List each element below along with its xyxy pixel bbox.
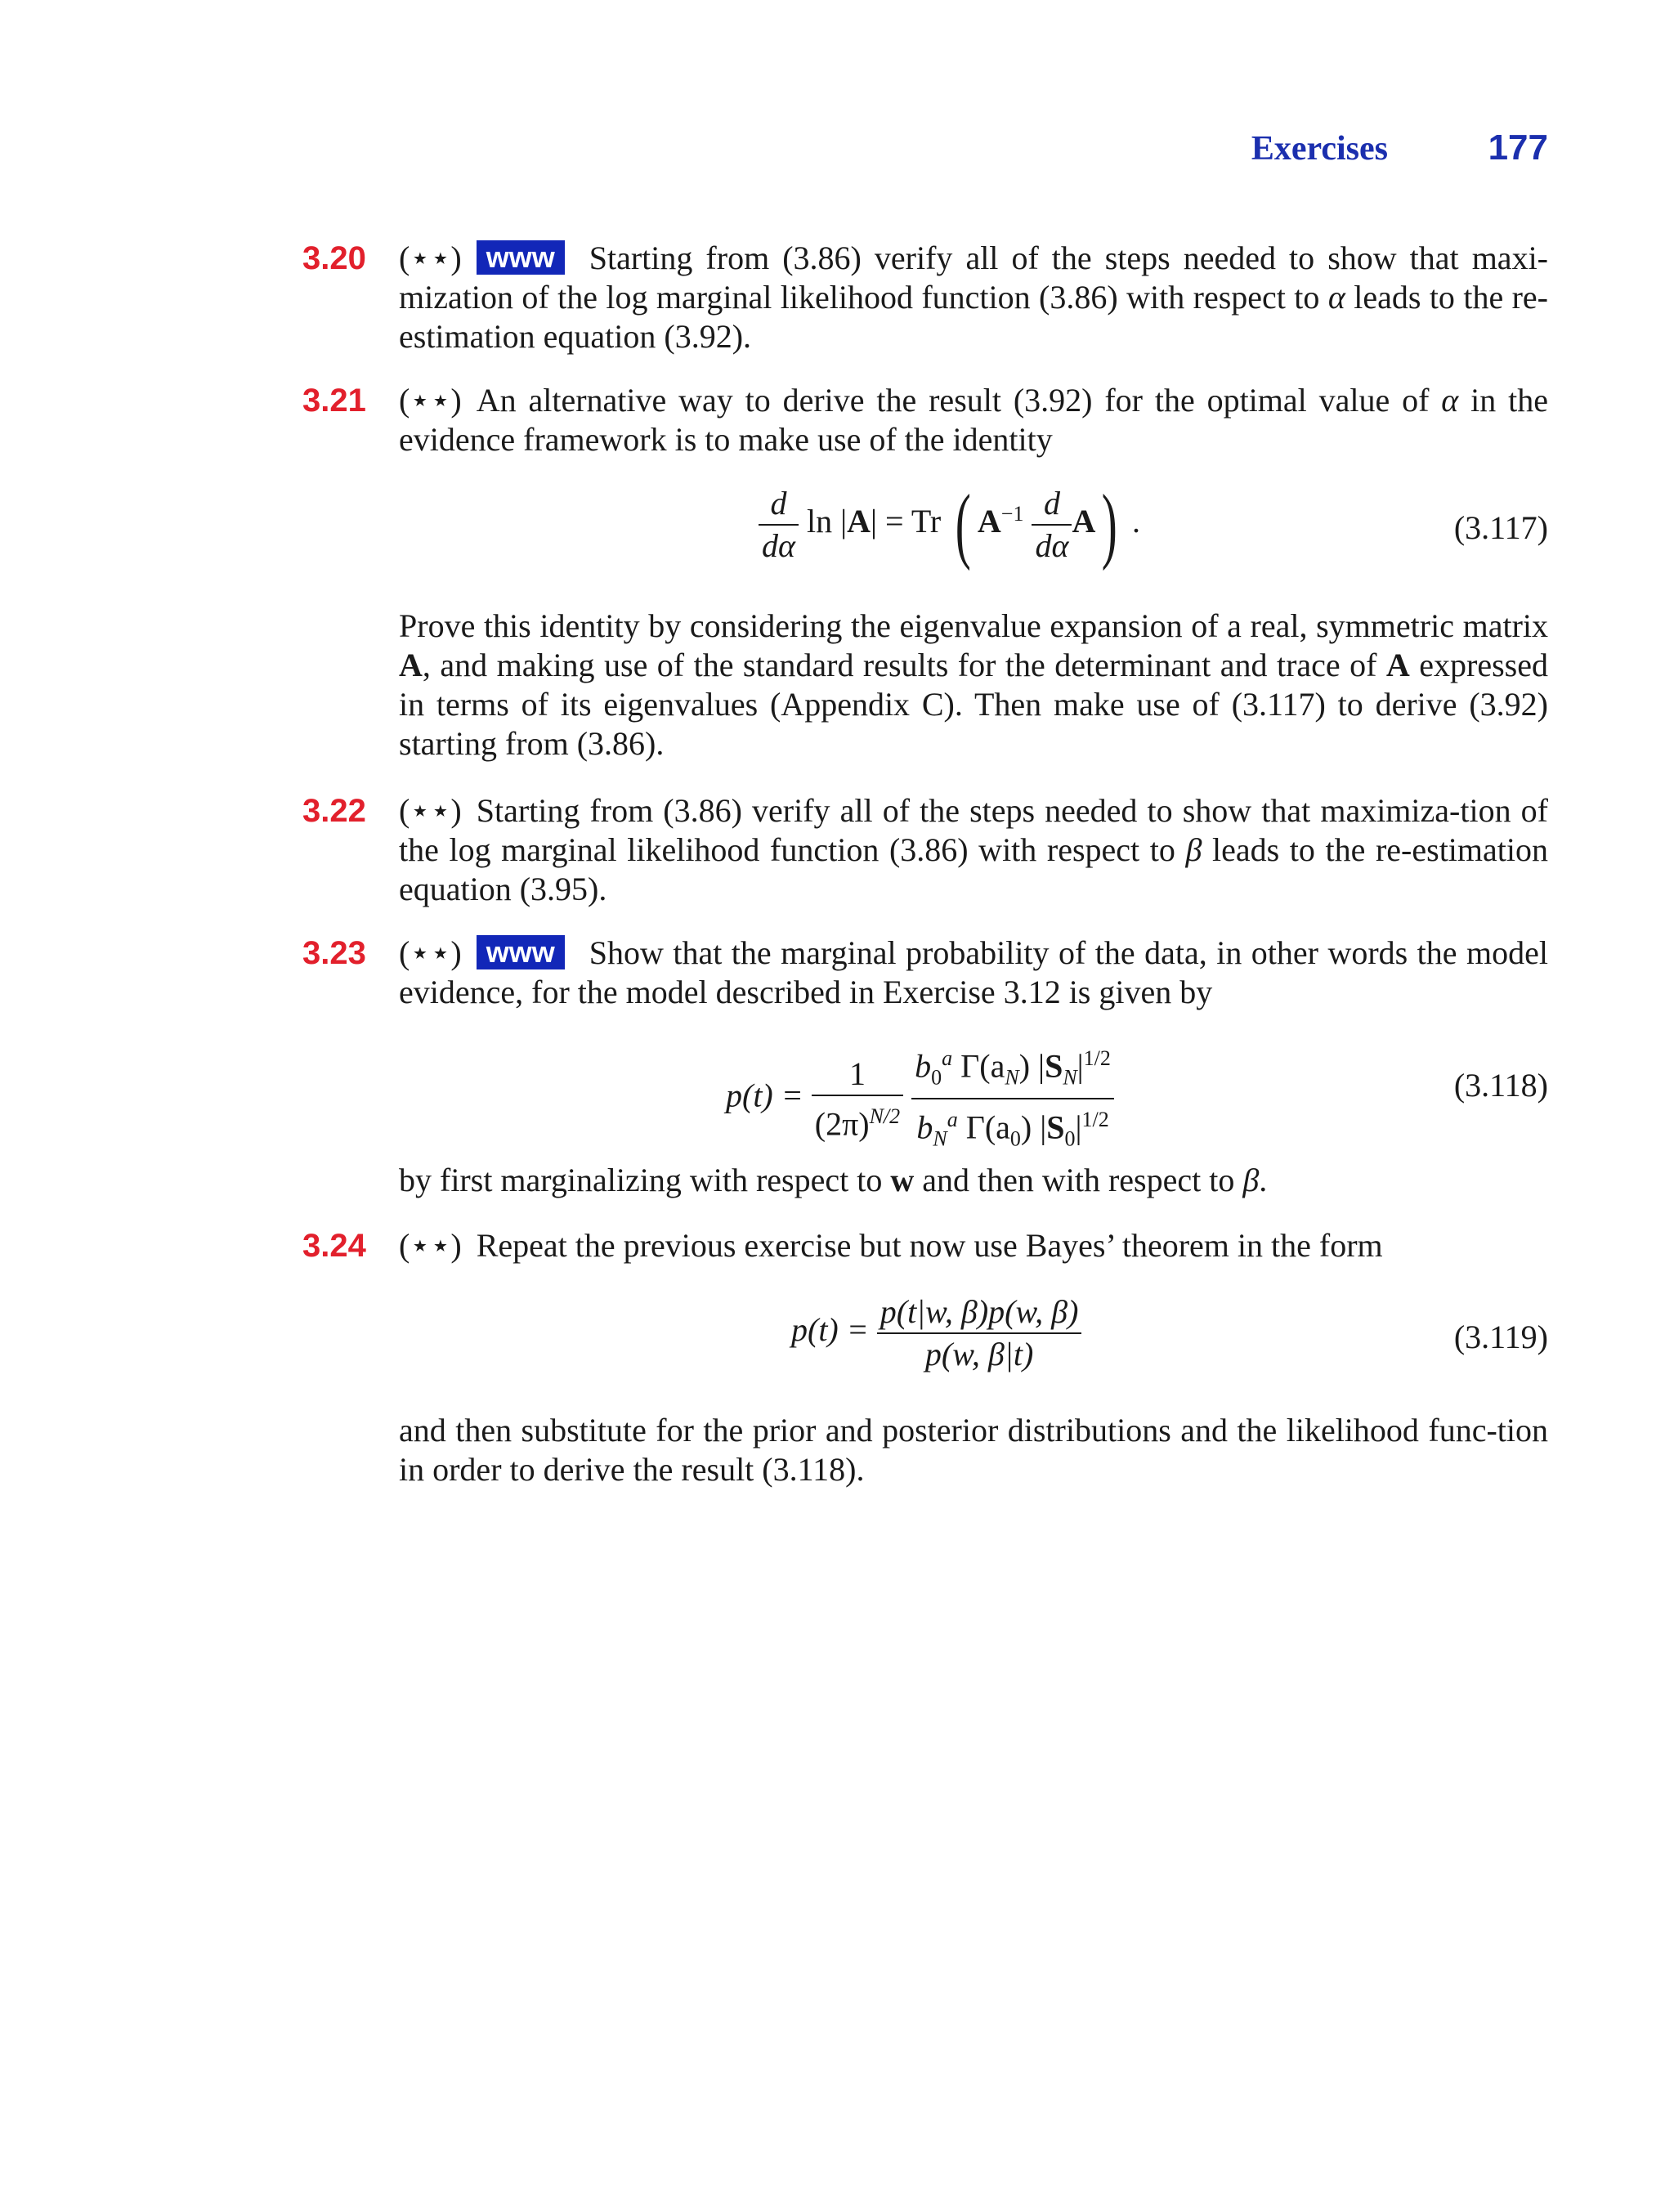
exercise-3-23-text: (⋆⋆) www Show that the marginal probability of the data, in other words the model evidence, for the model described in Exercise 3.12 is given by [399,934,1548,1010]
exercise-3-23-text-cont: by first marginalizing with respect to w and then with respect to β. [399,1162,1268,1198]
difficulty-stars: (⋆⋆) [399,792,462,829]
exercise-number-3-23: 3.23 [302,935,366,971]
exercise-3-24-text: (⋆⋆) Repeat the previous exercise but now use Bayes’ theorem in the form [399,1227,1383,1264]
equation-3-117: $\frac{d}{d\alpha}$ ln |A| = Tr ( $A^{-1}$ $\frac{d}{d\alpha}$ A) . (3.117) [399,482,1548,580]
page-number: 177 [1488,128,1548,168]
exercise-number-3-21: 3.21 [302,383,366,419]
exercise-3-24-text-cont: and then substitute for the prior and posterior distributions and the likelihood func-tion in order to derive the result (3.118). [399,1412,1548,1488]
equation-number: (3.118) [1453,1067,1548,1104]
exercise-3-21-text-cont: Prove this identity by considering the eigenvalue expansion of a real, symmetric matrix A, and making use of the standard results for the determinant and trace of A expressed in terms of its eigenvalues (Appendix C). Then make use of (3.117) to derive (3.92) starting from (3.86). [399,607,1548,762]
difficulty-stars: (⋆⋆) [399,240,462,276]
exercise-number-3-22: 3.22 [302,793,366,829]
equation-number: (3.117) [1453,509,1548,546]
running-header-title: Exercises [1251,130,1388,168]
equation-3-118: p(t) = $\frac{1}{(2\pi)^{N/2}}$ $\frac{b_0^a \Gamma(a_N) |S_N|^{1/2}}{b_N^a \Gamma(a_0) |S_0|^{1/2}}$ (3.118) [399,1038,1548,1136]
exercise-number-3-24: 3.24 [302,1228,366,1264]
exercise-number-3-20: 3.20 [302,240,366,276]
exercise-3-20-text: (⋆⋆) www Starting from (3.86) verify all of the steps needed to show that maxi-mization of the log marginal likelihood function (3.86) with respect to α leads to the re-estimation equation (3.92). [399,240,1548,355]
difficulty-stars: (⋆⋆) [399,382,462,419]
difficulty-stars: (⋆⋆) [399,934,462,971]
equation-number: (3.119) [1453,1319,1548,1355]
exercise-3-22-text: (⋆⋆) Starting from (3.86) verify all of the steps needed to show that maximiza-tion of the log marginal likelihood function (3.86) with respect to β leads to the re-estimation equation (3.95). [399,792,1549,907]
difficulty-stars: (⋆⋆) [399,1227,462,1264]
www-badge[interactable]: www [477,935,565,969]
exercise-3-21-text: (⋆⋆) An alternative way to derive the result (3.92) for the optimal value of α in the evidence framework is to make use of the identity [399,382,1548,458]
www-badge[interactable]: www [477,240,565,275]
equation-3-119: p(t) = $\frac{p(t|w, \beta)p(w, \beta)}{p(w, \beta|t)}$ (3.119) [791,1293,1548,1372]
